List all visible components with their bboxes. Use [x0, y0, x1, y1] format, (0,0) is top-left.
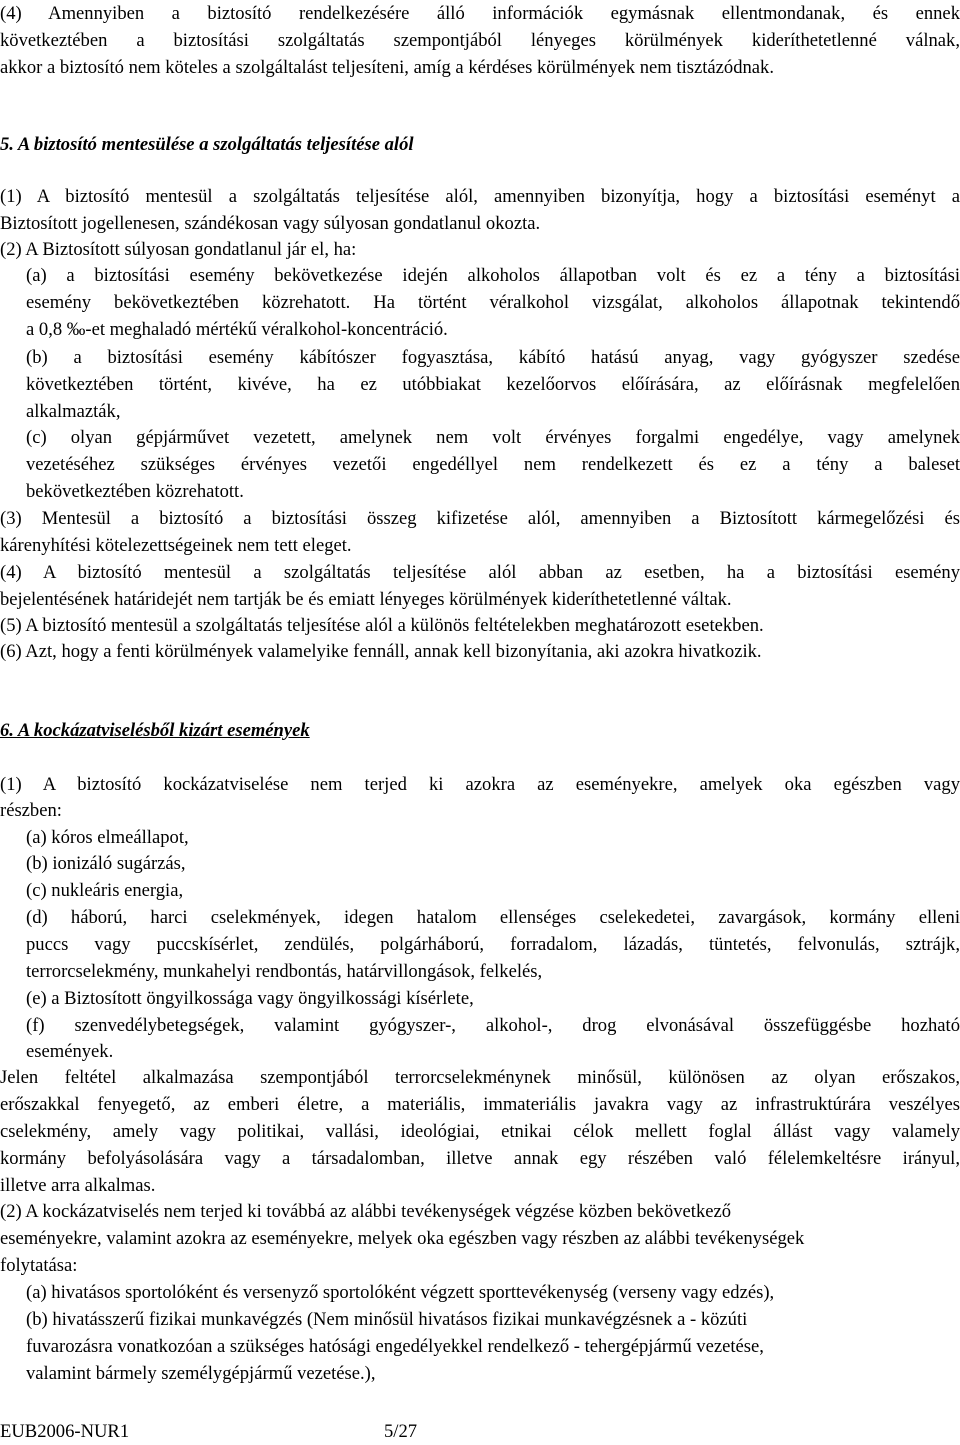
section-6-heading: 6. A kockázatviselésből kizárt események [0, 720, 310, 741]
intro-line: akkor a biztosító nem köteles a szolgáltalást teljesíteni, amíg a kérdéses körülmények nem tisztázódnak. [0, 57, 774, 78]
list-item-line: (a) kóros elmeállapot, [26, 827, 189, 848]
list-item-line: (b) ionizáló sugárzás, [26, 853, 186, 874]
list-item-line: bekövetkeztében közrehatott. [26, 481, 244, 502]
list-item-line: (a) a biztosítási esemény bekövetkezése idején alkoholos állapotban volt és ez a tény a biztosítási [26, 265, 960, 286]
paragraph-line: illetve arra alkalmas. [0, 1175, 156, 1196]
list-item-line: (e) a Biztosított öngyilkossága vagy öngyilkossági kísérlete, [26, 988, 474, 1009]
list-item-line: következtében történt, kivéve, ha ez utóbbiakat kezelőorvos előírására, az előírásnak megfelelően [26, 374, 960, 395]
paragraph-line: (3) Mentesül a biztosító a biztosítási összeg kifizetése alól, amennyiben a Biztosított kármegelőzési és [0, 508, 960, 529]
paragraph-line: Biztosított jogellenesen, szándékosan vagy súlyosan gondatlanul okozta. [0, 213, 541, 234]
footer-doc-id: EUB2006-NUR1 [0, 1421, 130, 1442]
paragraph-line: részben: [0, 800, 62, 821]
list-item-line: (c) nukleáris energia, [26, 880, 184, 901]
paragraph-line: cselekmény, amely vagy politikai, vallási, ideológiai, etnikai célok mellett foglal állást vagy valamely [0, 1121, 960, 1142]
intro-line: következtében a biztosítási szolgáltatás szempontjából lényeges körülmények kideríthetetlenné válnak, [0, 30, 960, 51]
list-item-line: (b) a biztosítási esemény kábítószer fogyasztása, kábító hatású anyag, vagy gyógyszer szedése [26, 347, 960, 368]
list-item-line: alkalmazták, [26, 401, 121, 422]
paragraph-line: (6) Azt, hogy a fenti körülmények valamelyike fennáll, annak kell bizonyítania, aki azokra hivatkozik. [0, 641, 762, 662]
paragraph-line: kárenyhítési kötelezettségeinek nem tett eleget. [0, 535, 352, 556]
paragraph-line: (1) A biztosító kockázatviselése nem terjed ki azokra az eseményekre, amelyek oka egészben vagy [0, 774, 960, 795]
paragraph-line: (2) A Biztosított súlyosan gondatlanul jár el, ha: [0, 239, 357, 260]
section-5-heading: 5. A biztosító mentesülése a szolgáltatás teljesítése alól [0, 134, 414, 155]
list-item-line: valamint bármely személygépjármű vezetése.), [26, 1363, 376, 1384]
list-item-line: (b) hivatásszerű fizikai munkavégzés (Nem minősül hivatásos fizikai munkavégzésnek a - közúti [26, 1309, 748, 1330]
list-item-line: terrorcselekmény, munkahelyi rendbontás, határvillongások, felkelés, [26, 961, 543, 982]
paragraph-line: erőszakkal fenyegető, az emberi életre, a materiális, immateriális javakra vagy az infrastruktúrára veszélyes [0, 1094, 960, 1115]
paragraph-line: (5) A biztosító mentesül a szolgáltatás teljesítése alól a különös feltételekben meghatározott esetekben. [0, 615, 764, 636]
intro-line: (4) Amennyiben a biztosító rendelkezésére álló információk egymásnak ellentmondanak, és ennek [0, 3, 960, 24]
list-item-line: a 0,8 ‰-et meghaladó mértékű véralkohol-koncentráció. [26, 319, 448, 340]
paragraph-line: (2) A kockázatviselés nem terjed ki továbbá az alábbi tevékenységek végzése közben bekövetkező [0, 1201, 732, 1222]
paragraph-line: (4) A biztosító mentesül a szolgáltatás teljesítése alól abban az esetben, ha a biztosítási esemény [0, 562, 960, 583]
list-item-line: (f) szenvedélybetegségek, valamint gyógyszer-, alkohol-, drog elvonásával összefüggésbe hozható [26, 1015, 960, 1036]
list-item-line: fuvarozásra vonatkozóan a szükséges hatósági engedélyekkel rendelkező - tehergépjármű vezetése, [26, 1336, 764, 1357]
footer-page-number: 5/27 [384, 1421, 418, 1442]
paragraph-line: (1) A biztosító mentesül a szolgáltatás teljesítése alól, amennyiben bizonyítja, hogy a biztosítási eseményt a [0, 186, 960, 207]
paragraph-line: bejelentésének határidejét nem tartják be és emiatt lényeges körülmények kideríthetetlenné váltak. [0, 589, 732, 610]
paragraph-line: eseményekre, valamint azokra az eseményekre, melyek oka egészben vagy részben az alábbi tevékenységek [0, 1228, 805, 1249]
list-item-line: események. [26, 1041, 114, 1062]
list-item-line: esemény bekövetkeztében közrehatott. Ha történt véralkohol vizsgálat, alkoholos állapotnak tekintendő [26, 292, 960, 313]
paragraph-line: folytatása: [0, 1255, 78, 1276]
list-item-line: (c) olyan gépjárművet vezetett, amelynek nem volt érvényes forgalmi engedélye, vagy amelynek [26, 427, 960, 448]
list-item-line: (d) háború, harci cselekmények, idegen hatalom ellenséges cselekedetei, zavargások, kormány elleni [26, 907, 960, 928]
list-item-line: (a) hivatásos sportolóként és versenyző sportolóként végzett sporttevékenység (verseny vagy edzés), [26, 1282, 775, 1303]
paragraph-line: kormány befolyásolására vagy a társadalomban, illetve annak egy részében való félelemkeltésre irányul, [0, 1148, 960, 1169]
list-item-line: vezetéséhez szükséges érvényes vezetői engedéllyel nem rendelkezett és ez a tény a baleset [26, 454, 960, 475]
paragraph-line: Jelen feltétel alkalmazása szempontjából terrorcselekménynek minősül, különösen az olyan erőszakos, [0, 1067, 960, 1088]
list-item-line: puccs vagy puccskísérlet, zendülés, polgárháború, forradalom, lázadás, tüntetés, felvonulás, sztrájk, [26, 934, 960, 955]
